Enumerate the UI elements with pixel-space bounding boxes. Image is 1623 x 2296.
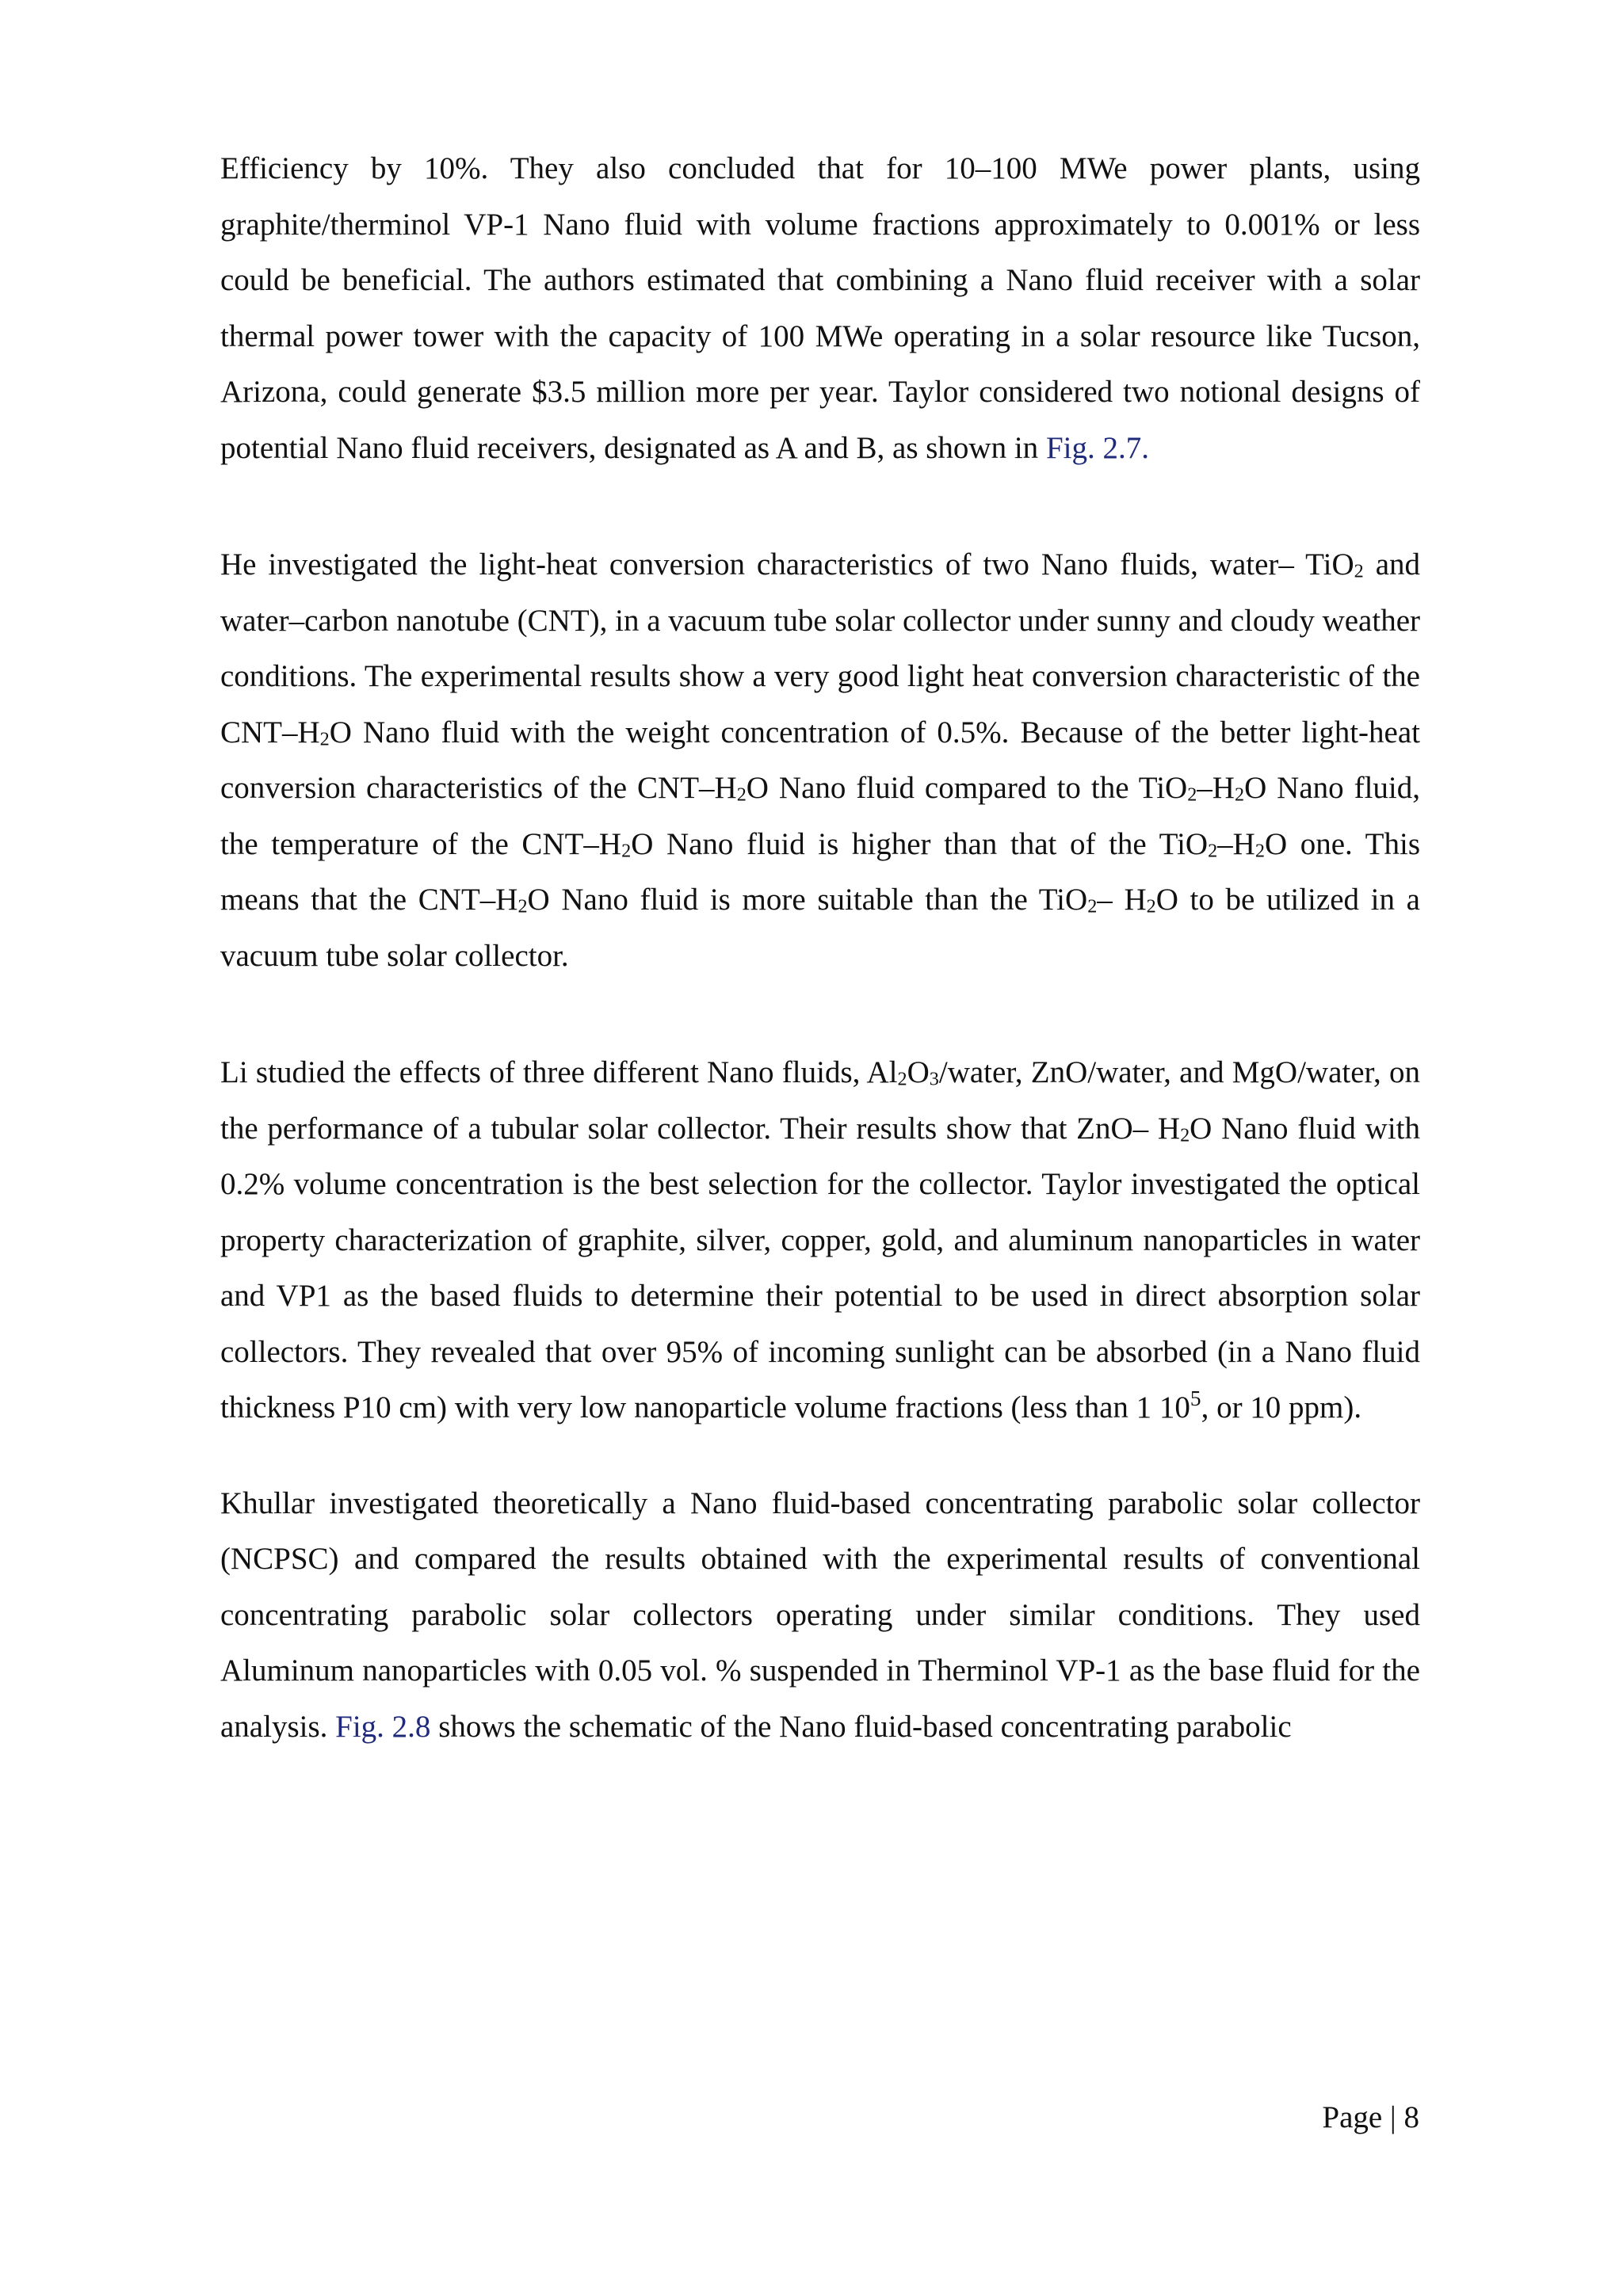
- text-run: /water, ZnO/water, and MgO/water, on the performance of a tubular solar collector. Their results show that ZnO– H: [220, 1055, 1420, 1146]
- text-run: – H: [1097, 883, 1147, 917]
- text-run: Li studied the effects of three different Nano fluids, Al: [220, 1055, 898, 1089]
- paragraph-4: [220, 1476, 1420, 1756]
- text-run: –H: [1197, 771, 1235, 805]
- text-run: –H: [1217, 826, 1255, 861]
- figure-reference-link[interactable]: Fig. 2.7: [1045, 430, 1142, 465]
- figure-reference-link[interactable]: Fig. 2.8: [335, 1709, 431, 1744]
- superscript: 5: [1190, 1386, 1201, 1410]
- subscript: 2: [1254, 840, 1265, 862]
- text-run: O Nano fluid with 0.2% volume concentration is the best selection for the collector. Taylor investigated the optical property characterization of graphite, silver, copper, gold, and aluminum nanoparticles in water and VP1 as the based fluids to determine their potential to be used in direct absorption solar collectors. They revealed that over 95% of incoming sunlight can be absorbed (in a Nano fluid thickness P10 cm) with very low nanoparticle volume fractions (less than 1 10: [220, 1111, 1420, 1425]
- text-run: and water–carbon nanotube (CNT), in a vacuum tube solar collector under sunny and cloudy weather conditions. The experimental results show a very good light heat conversion characteristic of the CNT–H: [220, 547, 1421, 749]
- text-run: Efficiency by 10%. They also concluded that for 10–100 MWe power plants, using graphite/therminol VP-1 Nano fluid with volume fractions approximately to 0.001% or less could be beneficial. The authors estimated that combining a Nano fluid receiver with a solar thermal power tower with the capacity of 100 MWe operating in a solar resource like Tucson, Arizona, could generate $3.5 million more per year. Taylor considered two notional designs of potential Nano fluid receivers, designated as A and B, as shown in: [220, 151, 1420, 465]
- paragraph-3: [220, 1045, 1420, 1436]
- text-run: O Nano fluid is higher than that of the TiO: [631, 826, 1209, 861]
- text-run: O: [907, 1055, 930, 1089]
- text-run: , or 10 ppm).: [1201, 1390, 1362, 1425]
- subscript: 2: [1234, 784, 1245, 806]
- subscript: 2: [1146, 895, 1156, 917]
- subscript: 2: [736, 784, 747, 806]
- paragraph-2: [220, 537, 1420, 984]
- text-run: O Nano fluid compared to the TiO: [746, 771, 1188, 805]
- subscript: 2: [621, 840, 632, 862]
- text-run: shows the schematic of the Nano fluid-based concentrating parabolic: [430, 1709, 1292, 1744]
- page-number: Page | 8: [1322, 2100, 1419, 2134]
- subscript: 2: [517, 895, 528, 917]
- text-run: O Nano fluid, the temperature of the CNT–H: [220, 771, 1420, 861]
- subscript: 2: [1187, 784, 1197, 806]
- text-run: O to be utilized in a vacuum tube solar collector.: [220, 883, 1420, 973]
- figure-reference-link[interactable]: .: [1141, 430, 1149, 465]
- text-run: Khullar investigated theoretically a Nano fluid-based concentrating parabolic solar collector (NCPSC) and compared the results obtained with the experimental results of conventional concentrating parabolic solar collectors operating under similar conditions. They used Aluminum nanoparticles with 0.05 vol. % suspended in Therminol VP-1 as the base fluid for the analysis.: [220, 1486, 1420, 1744]
- text-run: O Nano fluid is more suitable than the TiO: [527, 883, 1088, 917]
- text-run: O Nano fluid with the weight concentration of 0.5%. Because of the better light-heat conversion characteristics of the CNT–H: [220, 715, 1420, 805]
- paragraph-1: [220, 141, 1420, 476]
- text-run: He investigated the light-heat conversion characteristics of two Nano fluids, water– TiO: [220, 547, 1354, 582]
- subscript: 3: [929, 1068, 939, 1090]
- subscript: 2: [1208, 840, 1218, 862]
- subscript: 2: [1354, 560, 1364, 582]
- subscript: 2: [897, 1068, 907, 1090]
- subscript: 2: [1180, 1124, 1190, 1146]
- subscript: 2: [1087, 895, 1098, 917]
- body-text: [220, 141, 1420, 1755]
- text-run: O one. This means that the CNT–H: [220, 826, 1421, 917]
- subscript: 2: [319, 728, 330, 750]
